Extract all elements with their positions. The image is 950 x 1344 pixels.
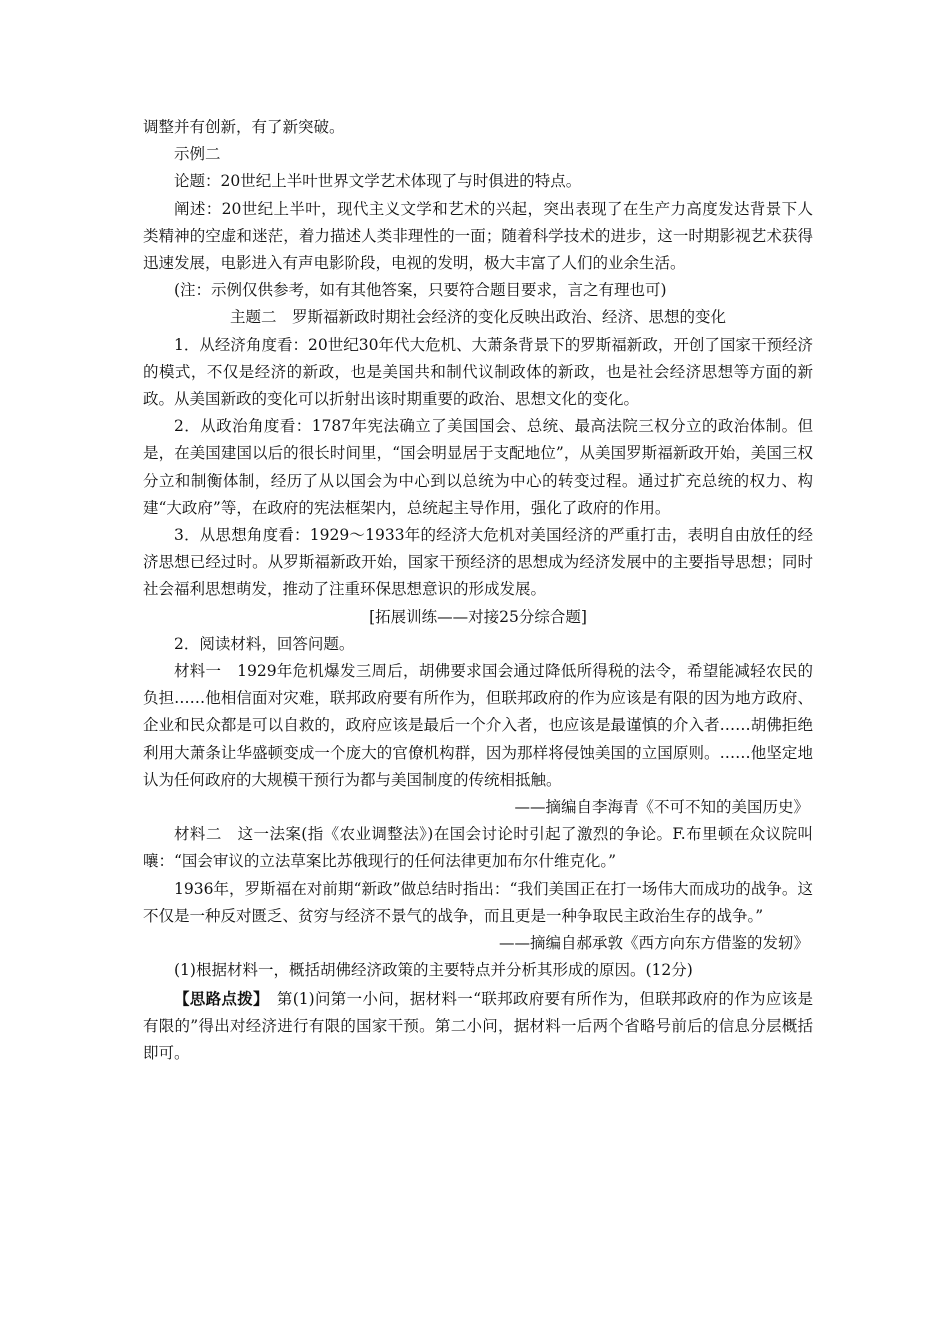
material-two: 材料二 这一法案(指《农业调整法》)在国会讨论时引起了激烈的争论。F.布里顿在众议院叫嚷：“国会审议的立法草案比苏俄现行的任何法律更加布尔什维克化。”	[143, 825, 813, 871]
training-heading: [拓展训练——对接25分综合题]	[369, 607, 587, 626]
material-one-source: ——摘编自李海青《不可不知的美国历史》	[514, 798, 809, 817]
economic-paragraph: 1．从经济角度看：20世纪30年代大危机、大萧条背景下的罗斯福新政，开创了国家干预经济的模式，不仅是经济的新政，也是美国共和制代议制政体的新政，也是社会经济思想等方面的新政。从美国新政的变化可以折射出该时期重要的政治、思想文化的变化。	[143, 335, 813, 409]
material-one: 材料一 1929年危机爆发三周后，胡佛要求国会通过降低所得税的法令，希望能减轻农民的负担……他相信面对灾难，联邦政府要有所作为，但联邦政府的作为应该是有限的因为地方政府、企业和民众都是可以自救的，政府应该是最后一个介入者，也应该是最谨慎的介入者……胡佛拒绝利用大萧条让华盛顿变成一个庞大的官僚机构群，因为那样将侵蚀美国的立国原则。……他坚定地认为任何政府的大规模干预行为都与美国制度的传统相抵触。	[143, 662, 813, 789]
political-paragraph: 2．从政治角度看：1787年宪法确立了美国国会、总统、最高法院三权分立的政治体制。但是，在美国建国以后的很长时间里，“国会明显居于支配地位”，从美国罗斯福新政开始，美国三权分立和制衡体制，经历了从以国会为中心到以总统为中心的转变过程。通过扩充总统的权力、构建“大政府”等，在政府的宪法框架内，总统起主导作用，强化了政府的作用。	[143, 417, 813, 517]
paragraph: 调整并有创新，有了新突破。	[143, 118, 345, 136]
theme-heading: 主题二 罗斯福新政时期社会经济的变化反映出政治、经济、思想的变化	[229, 308, 726, 327]
material-two-quote: 1936年，罗斯福在对前期“新政”做总结时指出：“我们美国正在打一场伟大而成功的战争。这不仅是一种反对匮乏、贫穷与经济不景气的战争，而且更是一种争取民主政治生存的战争。”	[143, 879, 813, 925]
material-two-source: ——摘编自郝承敦《西方向东方借鉴的发轫》	[498, 934, 809, 953]
hint-label: 【思路点拨】	[174, 988, 262, 1008]
example-heading: 示例二	[174, 145, 221, 164]
document-body	[143, 114, 813, 1067]
note-paragraph: (注：示例仅供参考，如有其他答案，只要符合题目要求，言之有理也可)	[174, 281, 667, 300]
question-intro: 2．阅读材料，回答问题。	[174, 634, 355, 653]
thesis-paragraph: 论题：20世纪上半叶世界文学艺术体现了与时俱进的特点。	[174, 172, 582, 191]
hint-text: 第(1)问第一小问，据材料一“联邦政府要有所作为，但联邦政府的作为应该是有限的”得出对经济进行有限的国家干预。第二小问，据材料一后两个省略号前后的信息分层概括即可。	[143, 989, 813, 1062]
ideological-paragraph: 3．从思想角度看：1929～1933年的经济大危机对美国经济的严重打击，表明自由放任的经济思想已经过时。从罗斯福新政开始，国家干预经济的思想成为经济发展中的主要指导思想；同时社会福利思想萌发，推动了注重环保思想意识的形成发展。	[143, 526, 813, 599]
question-one: (1)根据材料一，概括胡佛经济政策的主要特点并分析其形成的原因。(12分)	[174, 961, 693, 980]
elaboration-paragraph: 阐述：20世纪上半叶，现代主义文学和艺术的兴起，突出表现了在生产力高度发达背景下人类精神的空虚和迷茫，着力描述人类非理性的一面；随着科学技术的进步，这一时期影视艺术获得迅速发展，电影进入有声电影阶段，电视的发明，极大丰富了人们的业余生活。	[143, 199, 813, 273]
hint-paragraph	[143, 985, 813, 1068]
